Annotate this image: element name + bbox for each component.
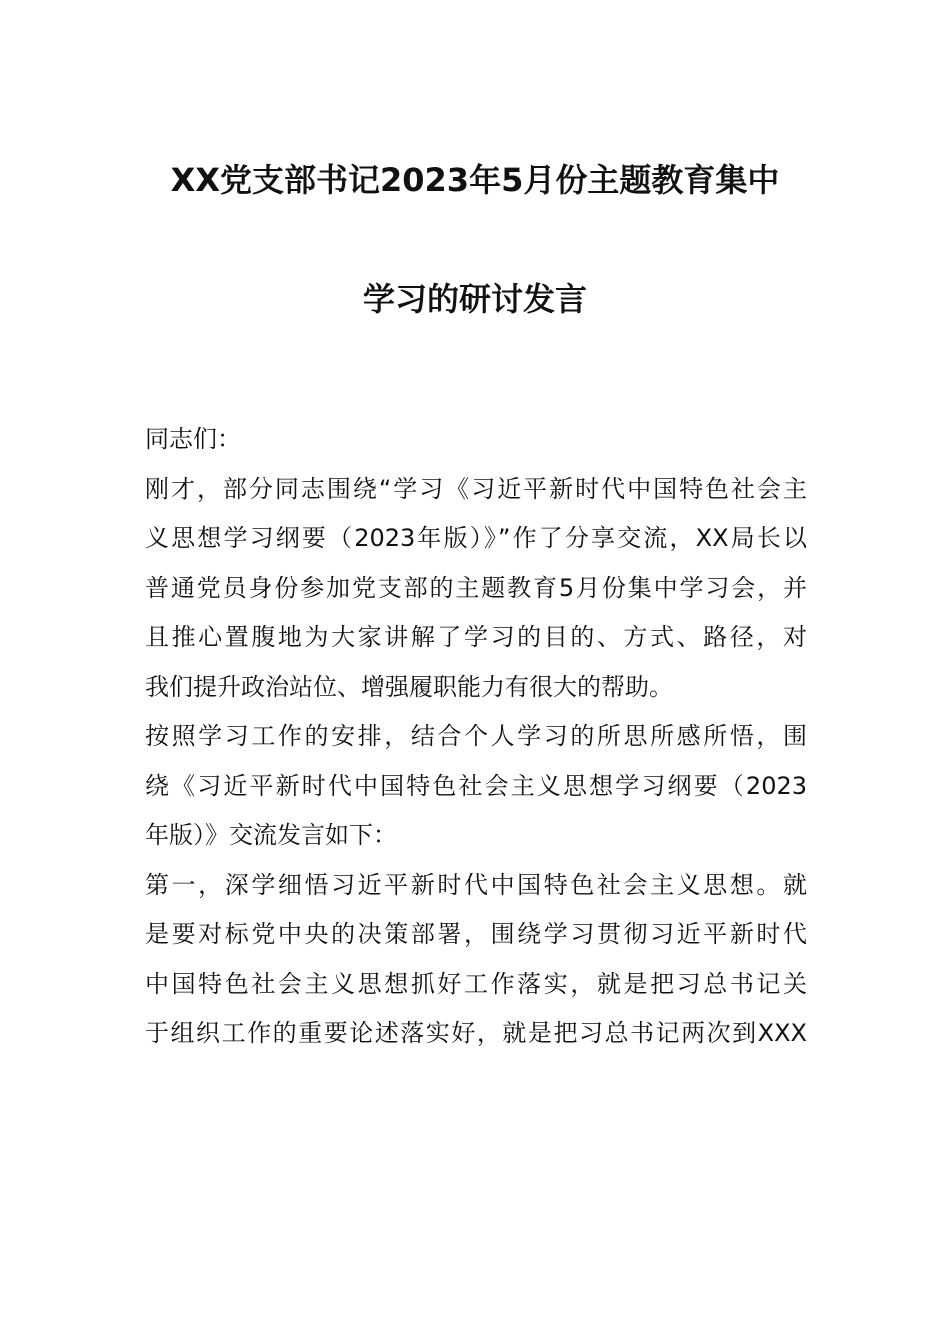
body-line: 是要对标党中央的决策部署，围绕学习贯彻习近平新时代 (145, 920, 807, 948)
document-title-line-1: XX党支部书记2023年5月份主题教育集中 (170, 161, 780, 199)
body-line: 中国特色社会主义思想抓好工作落实，就是把习总书记关 (145, 970, 807, 998)
salutation: 同志们： (145, 425, 241, 453)
body-line: 按照学习工作的安排，结合个人学习的所思所感所悟，围 (145, 722, 807, 750)
body-line: 普通党员身份参加党支部的主题教育5月份集中学习会，并 (145, 574, 807, 602)
body-line: 第一，深学细悟习近平新时代中国特色社会主义思想。就 (145, 871, 807, 899)
body-line: 绕《习近平新时代中国特色社会主义思想学习纲要（2023 (145, 772, 807, 800)
body-line: 于组织工作的重要论述落实好，就是把习总书记两次到XXX (145, 1019, 807, 1047)
body-line: 且推心置腹地为大家讲解了学习的目的、方式、路径，对 (145, 623, 807, 651)
body-line: 刚才，部分同志围绕“学习《习近平新时代中国特色社会主 (145, 475, 807, 503)
body-line: 我们提升政治站位、增强履职能力有很大的帮助。 (145, 673, 673, 701)
document-title-line-2: 学习的研讨发言 (362, 280, 587, 318)
body-line: 年版）》交流发言如下： (145, 821, 397, 849)
body-line: 义思想学习纲要（2023年版）》”作了分享交流，XX局长以 (145, 524, 807, 552)
